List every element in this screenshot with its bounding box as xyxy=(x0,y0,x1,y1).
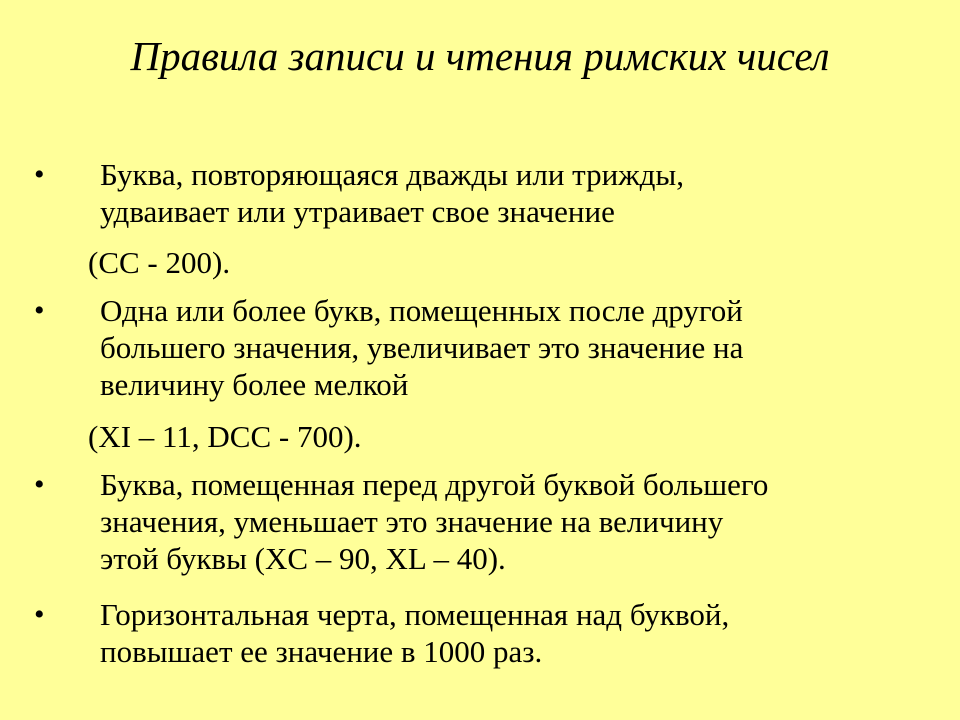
bullet-text-line: Одна или более букв, помещенных после другой xyxy=(100,293,743,328)
bullet-text xyxy=(100,156,920,230)
bullet-text-line: Буква, помещенная перед другой буквой большего xyxy=(100,467,769,502)
bullet-text-line: Горизонтальная черта, помещенная над буквой, xyxy=(100,597,730,632)
slide-title: Правила записи и чтения римских чисел xyxy=(130,33,830,79)
bullet-text-line: этой буквы (XC – 90, XL – 40). xyxy=(100,541,506,576)
bullet-marker: • xyxy=(34,294,45,327)
bullet-text-line: величину более мелкой xyxy=(100,367,409,402)
bullet-example-2: (XI – 11, DCC - 700). xyxy=(88,419,362,454)
bullet-text-line: большего значения, увеличивает это значение на xyxy=(100,330,744,365)
bullet-text xyxy=(100,292,920,403)
bullet-text xyxy=(100,596,920,670)
bullet-text-line: Буква, повторяющаяся дважды или трижды, xyxy=(100,157,684,192)
bullet-text-line: удваивает или утраивает свое значение xyxy=(100,194,615,229)
bullet-text-line: значения, уменьшает это значение на величину xyxy=(100,504,724,539)
bullet-text-line: повышает ее значение в 1000 раз. xyxy=(100,634,543,669)
bullet-marker: • xyxy=(34,158,45,191)
bullet-example-1: (СС - 200). xyxy=(88,245,231,280)
bullet-marker: • xyxy=(34,468,45,501)
bullet-marker: • xyxy=(34,598,45,631)
bullet-text xyxy=(100,466,920,577)
